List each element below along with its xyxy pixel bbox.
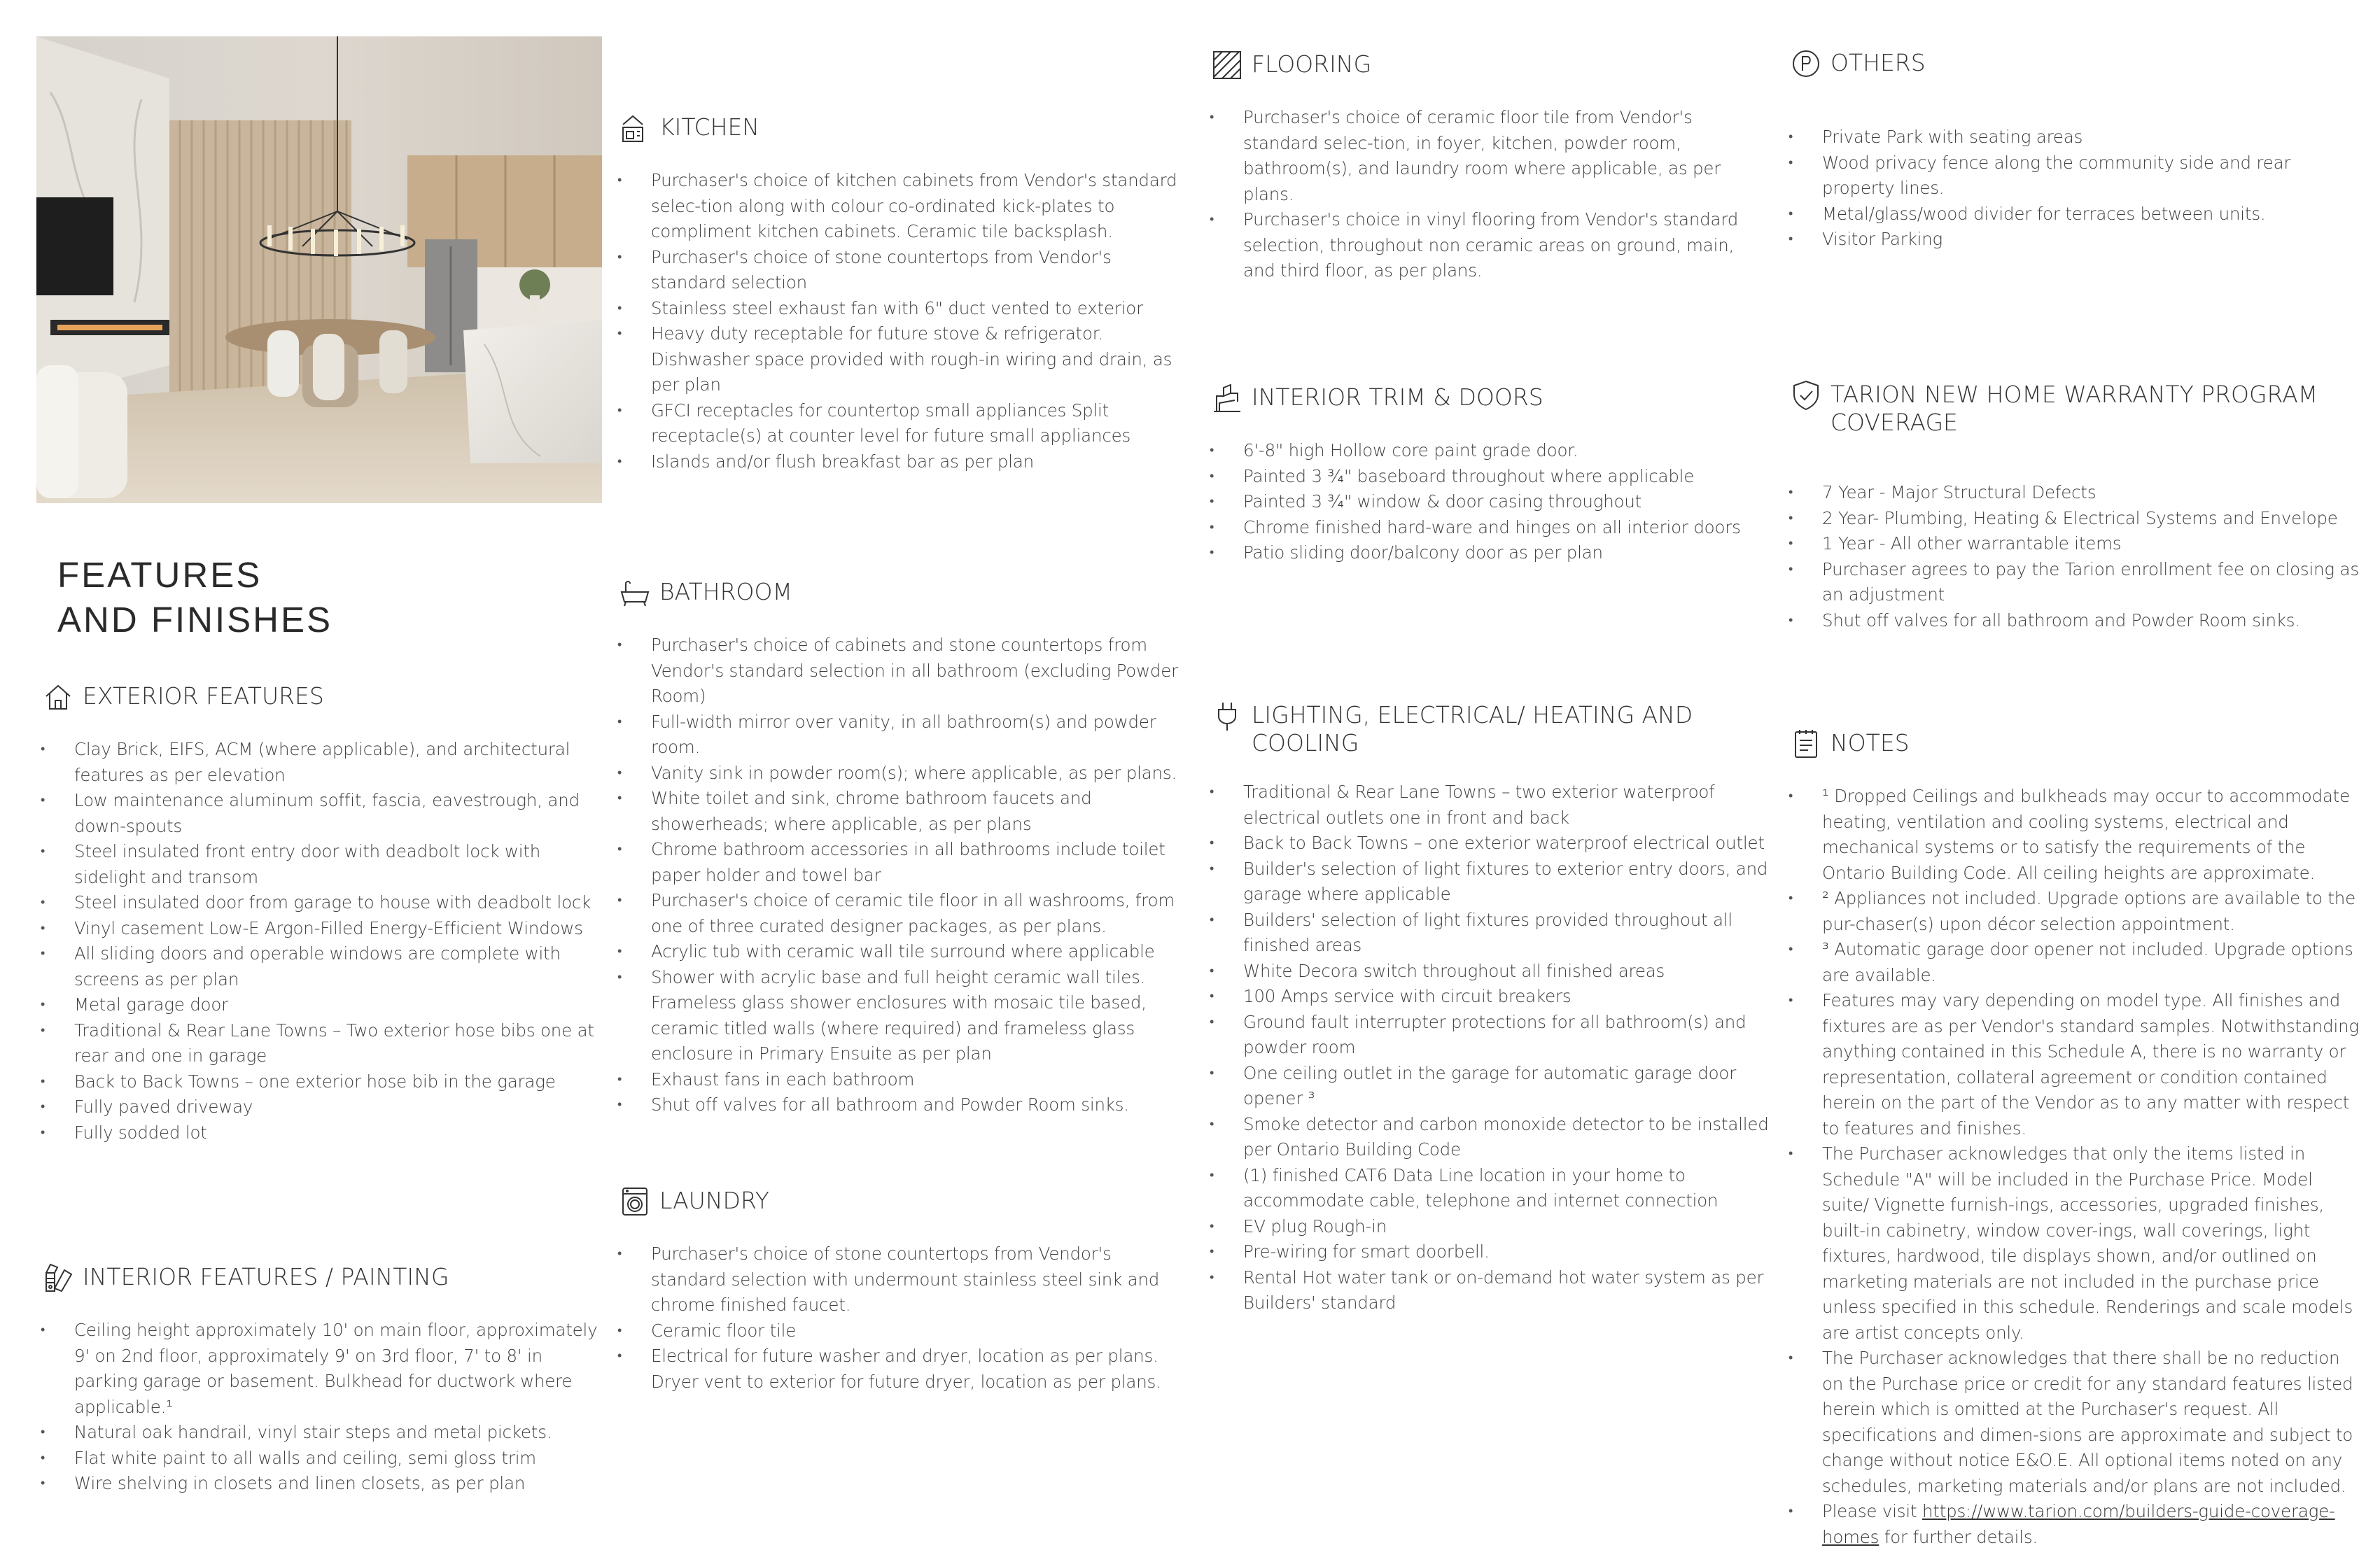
section-heading [1210,701,1770,757]
floor-tiles-icon [1210,48,1245,83]
flooring-list [1210,105,1770,284]
list-item: • Steel insulated door from garage to house with deadbolt lock [41,890,601,916]
list-item: • Metal/glass/wood divider for terraces between units. [1788,202,2361,227]
section-bathroom [617,578,1183,1118]
list-item: • Painted 3 ¾" window & door casing throughout [1210,489,1770,515]
others-list [1788,125,2361,253]
laundry-list [617,1241,1183,1395]
others-heading: OTHERS [1830,49,1926,76]
bathroom-list [617,633,1183,1118]
list-item: • (1) finished CAT6 Data Line location in your home to accommodate cable, telephone and internet connection [1210,1163,1770,1214]
list-item: • Fully paved driveway [41,1094,601,1120]
column-3 [1210,0,1770,1540]
electric-plug-icon [1210,698,1245,733]
list-item-visit-link [1788,1499,2361,1550]
list-item: • Metal garage door [41,992,601,1018]
list-item: • Islands and/or flush breakfast bar as per plan [617,449,1183,475]
list-item: • Visitor Parking [1788,227,2361,253]
page-title-line-2: AND FINISHES [57,600,333,640]
list-item: • The Purchaser acknowledges that only the items listed in Schedule "A" will be included in the Purchase Price. Model suite/ Vignette furnish-ings, accessories, upgraded finishes, built-in cabinetry, window cover-ings, wall coverings, light fixtures, hardwood, tile displays shown, and/or outlined on marketing materials are not included in the purchase price unless specified in this schedule. Renderings and scale models are artist concepts only. [1788,1141,2361,1346]
list-item: • Purchaser's choice of stone countertops from Vendor's standard selection with undermount stainless steel sink and chrome finished faucet. [617,1241,1183,1318]
list-item: • Purchaser's choice of stone countertops from Vendor's standard selection [617,245,1183,296]
house-icon [41,679,76,714]
list-item: • Flat white paint to all walls and ceiling, semi gloss trim [41,1446,601,1472]
list-item: • Full-width mirror over vanity, in all bathroom(s) and powder room. [617,710,1183,761]
list-item: • Rental Hot water tank or on-demand hot water system as per Builders' standard [1210,1265,1770,1316]
section-notes [1788,729,2361,1550]
list-item: • Pre-wiring for smart doorbell. [1210,1239,1770,1265]
list-item: • Private Park with seating areas [1788,125,2361,150]
kitchen-heading: KITCHEN [659,113,760,141]
list-item: • ³ Automatic garage door opener not included. Upgrade options are available. [1788,937,2361,988]
list-item: • Smoke detector and carbon monoxide detector to be installed per Ontario Building Code [1210,1112,1770,1163]
list-item: • Acrylic tub with ceramic wall tile surround where applicable [617,939,1183,965]
list-item: • Electrical for future washer and dryer, location as per plans. Dryer vent to exterior for future dryer, location as per plans. [617,1344,1183,1395]
paint-swatches-icon [41,1260,76,1295]
list-item: • ¹ Dropped Ceilings and bulkheads may occur to accommodate heating, ventilation and cooling systems, electrical and mechanical systems or to satisfy the requirements of the Ontario Building Code. All ceiling heights are approximate. [1788,784,2361,886]
interior-features-list [41,1318,601,1497]
list-item: • Back to Back Towns – one exterior hose bib in the garage [41,1069,601,1095]
list-item: • EV plug Rough-in [1210,1214,1770,1240]
tarion-list [1788,480,2361,633]
lighting-list [1210,780,1770,1316]
list-item: • Clay Brick, EIFS, ACM (where applicable), and architectural features as per elevation [41,737,601,788]
list-item: • Ceramic floor tile [617,1318,1183,1344]
list-item: • Ceiling height approximately 10' on main floor, approximately 9' on 2nd floor, approximately 9' on 3rd floor, 7' to 8' in parking garage or basement. Bulkhead for ductwork where applicable.¹ [41,1318,601,1420]
visit-suffix: for further details. [1879,1526,2038,1547]
section-kitchen [617,113,1183,474]
column-4 [1788,0,2361,1547]
page-title-line-1: FEATURES [57,555,262,595]
list-item: • Features may vary depending on model type. All finishes and fixtures are as per Vendor's standard samples. Notwithstanding anything contained in this Schedule A, there is no warranty or representation, collateral agreement or condition contained herein on the part of the Vendor as to any matter with respect to features and finishes. [1788,988,2361,1141]
list-item: • Purchaser's choice of ceramic tile floor in all washrooms, from one of three curated designer packages, as per plans. [617,888,1183,939]
section-heading [1210,50,1770,83]
list-item: • One ceiling outlet in the garage for automatic garage door opener ³ [1210,1061,1770,1112]
list-item: • Fully sodded lot [41,1120,601,1146]
lighting-heading: LIGHTING, ELECTRICAL/ HEATING AND COOLING [1252,701,1693,756]
section-laundry [617,1187,1183,1395]
list-item: • Exhaust fans in each bathroom [617,1067,1183,1093]
list-item: • Wood privacy fence along the community side and rear property lines. [1788,150,2361,202]
list-item: • 6'-8" high Hollow core paint grade door. [1210,438,1770,464]
list-item: • Vanity sink in powder room(s); where applicable, as per plans. [617,761,1183,787]
list-item: • 1 Year - All other warrantable items [1788,531,2361,557]
list-item: • Low maintenance aluminum soffit, fascia, eavestrough, and down-spouts [41,788,601,839]
list-item: • Traditional & Rear Lane Towns – two exterior waterproof electrical outlets one in front and back [1210,780,1770,831]
flooring-heading: FLOORING [1252,50,1372,78]
list-item: • Stainless steel exhaust fan with 6" duct vented to exterior [617,296,1183,322]
list-item: • 2 Year- Plumbing, Heating & Electrical Systems and Envelope [1788,506,2361,532]
parking-icon [1788,46,1823,81]
list-item: • 100 Amps service with circuit breakers [1210,984,1770,1010]
bathtub-icon [617,575,652,610]
tarion-heading: TARION NEW HOME WARRANTY PROGRAM COVERAGE [1830,381,2318,436]
list-item: • Heavy duty receptable for future stove & refrigerator. Dishwasher space provided with rough-in wiring and drain, as per plan [617,321,1183,398]
list-item: • Purchaser's choice of ceramic floor tile from Vendor's standard selec-tion, in foyer, kitchen, powder room, bathroom(s), and laundry room where applicable, as per plans. [1210,105,1770,207]
section-heading [617,113,1183,146]
list-item: • Purchaser's choice in vinyl flooring from Vendor's standard selection, throughout non ceramic areas on ground, main, and third floor, as per plans. [1210,207,1770,284]
list-item: • Chrome bathroom accessories in all bathrooms include toilet paper holder and towel bar [617,837,1183,888]
list-item: • Traditional & Rear Lane Towns – Two exterior hose bibs one at rear and one in garage [41,1018,601,1069]
list-item: • Steel insulated front entry door with deadbolt lock with sidelight and transom [41,839,601,890]
list-item: • White Decora switch throughout all finished areas [1210,959,1770,985]
section-heading [1788,381,2361,437]
section-heading [41,682,601,714]
section-flooring [1210,50,1770,284]
section-heading [41,1263,601,1295]
list-item: • White toilet and sink, chrome bathroom faucets and showerheads; where applicable, as per plans [617,786,1183,837]
list-item: • Builders' selection of light fixtures provided throughout all finished areas [1210,908,1770,959]
kitchen-range-icon [617,111,652,146]
shield-check-icon [1788,378,1823,413]
section-lighting-electrical [1210,701,1770,1316]
trim-molding-icon [1210,381,1245,416]
column-2 [617,0,1183,1540]
notes-list [1788,784,2361,1550]
list-item: • All sliding doors and operable windows are complete with screens as per plan [41,941,601,992]
exterior-features-list [41,737,601,1146]
section-heading [1210,383,1770,416]
list-item: • Builder's selection of light fixtures to exterior entry doors, and garage where applicable [1210,857,1770,908]
list-item: • Purchaser's choice of kitchen cabinets from Vendor's standard selec-tion along with colour co-ordinated kick-plates to compliment kitchen cabinets. Ceramic tile backsplash. [617,168,1183,245]
section-heading [617,1187,1183,1219]
interior-trim-heading: INTERIOR TRIM & DOORS [1252,383,1544,411]
section-heading [1788,729,2361,761]
list-item: • Painted 3 ¾" baseboard throughout where applicable [1210,464,1770,490]
list-item: • Patio sliding door/balcony door as per plan [1210,540,1770,566]
kitchen-list [617,168,1183,474]
section-exterior-features [41,682,601,1146]
exterior-features-heading: EXTERIOR FEATURES [83,682,324,710]
section-heading [617,578,1183,610]
list-item: • Shower with acrylic base and full height ceramic wall tiles. Frameless glass shower enclosures with mosaic tile based, ceramic titled walls (where required) and frameless glass enclosure in Primary Ensuite as per plan [617,965,1183,1067]
list-item: • Purchaser agrees to pay the Tarion enrollment fee on closing as an adjustment [1788,557,2361,608]
column-1 [41,0,601,1540]
visit-prefix: Please visit [1822,1501,1922,1521]
interior-trim-list [1210,438,1770,566]
list-item: • Shut off valves for all bathroom and Powder Room sinks. [617,1092,1183,1118]
section-interior-trim [1210,383,1770,566]
list-item: • Purchaser's choice of cabinets and stone countertops from Vendor's standard selection in all bathroom (excluding Powder Room) [617,633,1183,710]
tarion-guide-link[interactable]: https://www.tarion.com/builders-guide-coverage-homes [1822,1501,2335,1547]
notes-heading: NOTES [1830,729,1910,756]
list-item: • ² Appliances not included. Upgrade options are available to the pur-chaser(s) upon décor selection appointment. [1788,886,2361,937]
list-item: • Chrome finished hard-ware and hinges on all interior doors [1210,515,1770,541]
section-interior-features [41,1263,601,1497]
bathroom-heading: BATHROOM [659,578,792,605]
list-item: • GFCI receptacles for countertop small appliances Split receptacle(s) at counter level for future small appliances [617,398,1183,449]
list-item: • The Purchaser acknowledges that there shall be no reduction on the Purchase price or credit for any standard features listed herein which is omitted at the Purchaser's request. All specifications and dimen-sions are approximate and subject to change without notice E&O.E. All optional items noted on any schedules, marketing materials and/or plans are not included. [1788,1346,2361,1499]
section-heading [1788,49,2361,81]
list-item: • Natural oak handrail, vinyl stair steps and metal pickets. [41,1420,601,1446]
list-item: • Back to Back Towns – one exterior waterproof electrical outlet [1210,831,1770,857]
list-item: • Vinyl casement Low-E Argon-Filled Energy-Efficient Windows [41,916,601,942]
list-item: • 7 Year - Major Structural Defects [1788,480,2361,506]
washing-machine-icon [617,1184,652,1219]
list-item: • Wire shelving in closets and linen closets, as per plan [41,1471,601,1497]
laundry-heading: LAUNDRY [659,1187,769,1214]
notepad-icon [1788,726,1823,761]
section-tarion-warranty [1788,381,2361,633]
list-item: • Shut off valves for all bathroom and Powder Room sinks. [1788,608,2361,634]
section-others [1788,49,2361,253]
list-item: • Ground fault interrupter protections for all bathroom(s) and powder room [1210,1010,1770,1061]
interior-features-heading: INTERIOR FEATURES / PAINTING [83,1263,449,1290]
